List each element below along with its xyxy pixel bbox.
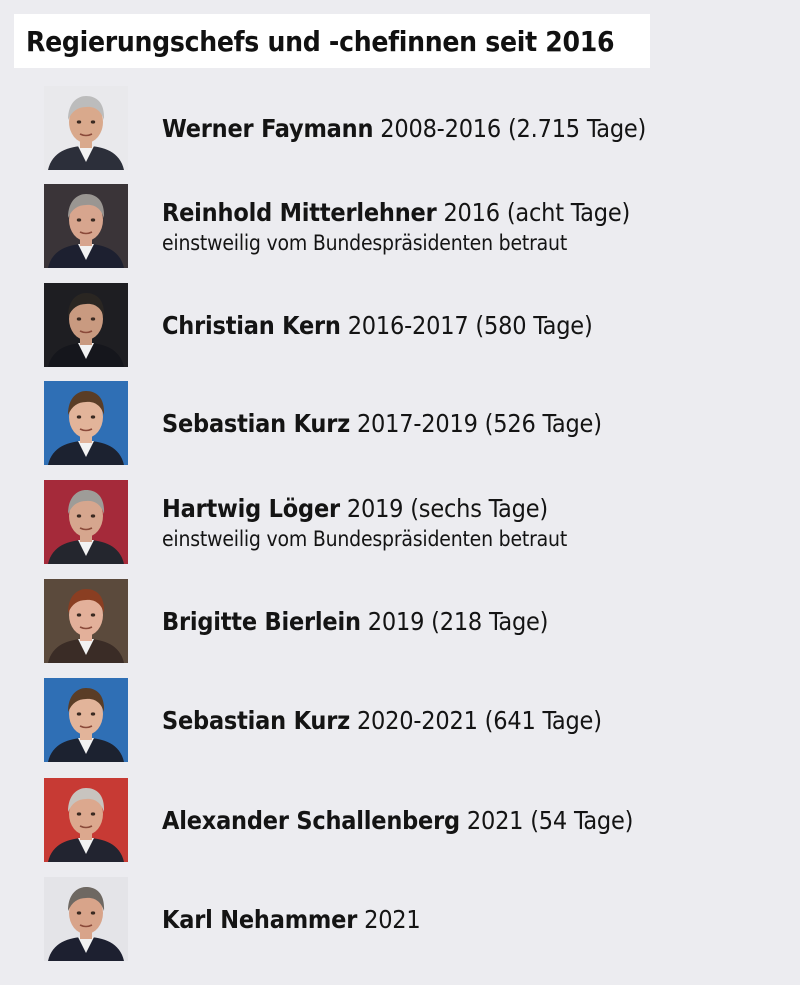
leader-tenure: 2019 (218 Tage) (367, 606, 549, 636)
leader-note: einstweilig vom Bundespräsidenten betraut (162, 526, 568, 551)
leader-line (162, 309, 593, 342)
leader-name: Sebastian Kurz (162, 408, 350, 438)
list-item (44, 86, 784, 172)
list-item (44, 283, 784, 369)
list-item (44, 579, 784, 665)
list-item (44, 381, 784, 467)
list-item (44, 184, 784, 270)
leader-line (162, 492, 567, 525)
leader-info (162, 283, 593, 367)
portrait-icon (44, 678, 128, 762)
leader-tenure: 2016 (acht Tage) (443, 197, 631, 227)
list-item (44, 480, 784, 566)
portrait-icon (44, 381, 128, 465)
leader-name: Hartwig Löger (162, 493, 340, 523)
leader-tenure: 2021 (54 Tage) (466, 805, 634, 835)
leader-info (162, 579, 548, 663)
leader-name: Christian Kern (162, 310, 341, 340)
portrait-icon (44, 283, 128, 367)
leader-line (162, 903, 421, 936)
portrait-icon (44, 184, 128, 268)
portrait-icon (44, 579, 128, 663)
leader-tenure: 2008-2016 (2.715 Tage) (380, 113, 647, 143)
leader-name: Werner Faymann (162, 113, 374, 143)
leader-name: Sebastian Kurz (162, 705, 350, 735)
leader-note: einstweilig vom Bundespräsidenten betraut (162, 230, 568, 255)
list-item (44, 778, 784, 864)
leader-tenure: 2021 (364, 904, 421, 934)
leader-name: Karl Nehammer (162, 904, 358, 934)
leader-info (162, 678, 602, 762)
portrait-icon (44, 877, 128, 961)
page-title: Regierungschefs und -chefinnen seit 2016 (26, 24, 615, 58)
leader-info (162, 381, 602, 465)
portrait-icon (44, 778, 128, 862)
leader-line (162, 112, 646, 145)
leader-tenure: 2020-2021 (641 Tage) (356, 705, 602, 735)
leader-tenure: 2019 (sechs Tage) (346, 493, 548, 523)
leader-line (162, 804, 633, 837)
list-item (44, 877, 784, 963)
leader-name: Alexander Schallenberg (162, 805, 460, 835)
leader-info (162, 778, 633, 862)
leader-tenure: 2016-2017 (580 Tage) (347, 310, 593, 340)
leader-line (162, 407, 602, 440)
leader-line (162, 605, 548, 638)
title-box (14, 14, 650, 68)
leader-line (162, 196, 630, 229)
portrait-icon (44, 480, 128, 564)
leader-line (162, 704, 602, 737)
leader-name: Brigitte Bierlein (162, 606, 361, 636)
leader-info (162, 480, 567, 564)
leader-info (162, 184, 630, 268)
leader-info (162, 86, 646, 170)
leader-tenure: 2017-2019 (526 Tage) (356, 408, 602, 438)
leader-info (162, 877, 421, 961)
portrait-icon (44, 86, 128, 170)
leader-name: Reinhold Mitterlehner (162, 197, 437, 227)
list-item (44, 678, 784, 764)
